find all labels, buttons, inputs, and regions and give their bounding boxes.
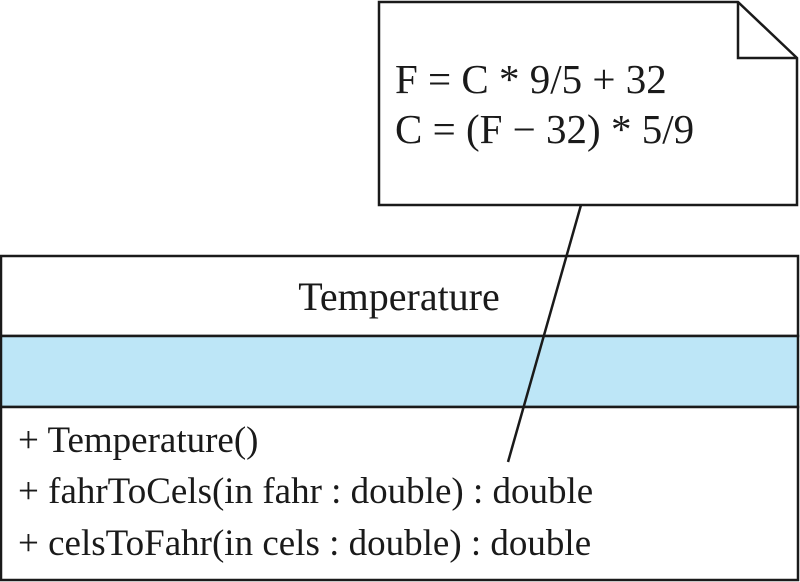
operation-item: + celsToFahr(in cels : double) : double bbox=[18, 523, 592, 564]
uml-class-box bbox=[1, 256, 798, 580]
note-line: F = C * 9/5 + 32 bbox=[395, 56, 667, 102]
note-line: C = (F − 32) * 5/9 bbox=[395, 106, 695, 152]
operation-item: + fahrToCels(in fahr : double) : double bbox=[18, 471, 594, 512]
class-name: Temperature bbox=[298, 274, 500, 319]
operation-item: + Temperature() bbox=[18, 420, 259, 461]
attribute-compartment bbox=[1, 336, 798, 407]
note-shape bbox=[379, 2, 797, 205]
uml-note bbox=[379, 2, 797, 205]
